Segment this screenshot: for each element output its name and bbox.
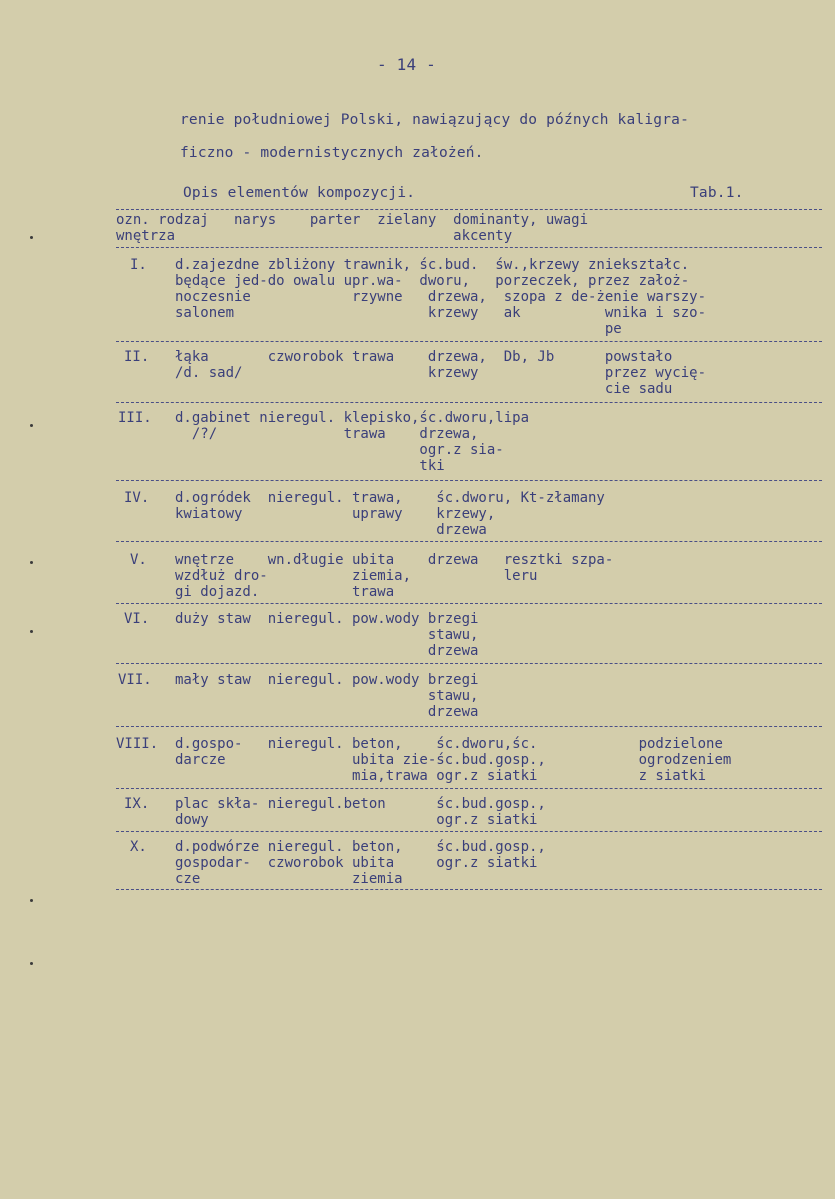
table-row-line: dowy ogr.z siatki — [175, 812, 538, 828]
table-rule — [116, 247, 822, 248]
row-number: VIII. — [116, 736, 159, 752]
table-rule — [116, 209, 822, 210]
table-row-line: d.zajezdne zbliżony trawnik, śc.bud. św.,krzewy zniekształc. — [175, 257, 690, 273]
page-number: - 14 - — [377, 55, 436, 74]
table-rule — [116, 541, 822, 542]
table-row-line: drzewa — [175, 704, 479, 720]
row-number: VII. — [118, 672, 152, 688]
row-number: III. — [118, 410, 152, 426]
table-row-line: mały staw nieregul. pow.wody brzegi — [175, 672, 479, 688]
table-rule — [116, 402, 822, 403]
table-row-line: noczesnie rzywne drzewa, szopa z de-żenie warszy- — [175, 289, 707, 305]
margin-dot — [30, 962, 33, 965]
table-rule — [116, 726, 822, 727]
intro-line: renie południowej Polski, nawiązujący do późnych kaligra- — [180, 112, 689, 128]
table-row-line: d.podwórze nieregul. beton, śc.bud.gosp., — [175, 839, 546, 855]
table-row-line: wzdłuż dro- ziemia, leru — [175, 568, 538, 584]
table-row-line: salonem krzewy ak wnika i szo- — [175, 305, 707, 321]
table-row-line: darcze ubita zie-śc.bud.gosp., ogrodzeniem — [175, 752, 732, 768]
margin-dot — [30, 561, 33, 564]
table-rule — [116, 831, 822, 832]
table-row-line: drzewa — [175, 522, 487, 538]
margin-dot — [30, 236, 33, 239]
table-rule — [116, 663, 822, 664]
margin-dot — [30, 630, 33, 633]
table-caption: Opis elementów kompozycji. — [183, 185, 416, 201]
table-row-line: /d. sad/ krzewy przez wycię- — [175, 365, 707, 381]
table-row-line: d.gospo- nieregul. beton, śc.dworu,śc. podzielone — [175, 736, 723, 752]
table-row-line: d.ogródek nieregul. trawa, śc.dworu, Kt-złamany — [175, 490, 605, 506]
row-number: X. — [130, 839, 147, 855]
table-rule — [116, 603, 822, 604]
margin-dot — [30, 424, 33, 427]
table-row-line: kwiatowy uprawy krzewy, — [175, 506, 496, 522]
table-row-line: stawu, — [175, 688, 479, 704]
row-number: II. — [124, 349, 150, 365]
row-number: V. — [130, 552, 147, 568]
table-row-line: cze ziemia — [175, 871, 403, 887]
table-row-line: pe — [175, 321, 622, 337]
table-row-line: gi dojazd. trawa — [175, 584, 395, 600]
table-row-line: cie sadu — [175, 381, 673, 397]
table-row-line: wnętrze wn.długie ubita drzewa resztki szpa- — [175, 552, 614, 568]
table-row-line: gospodar- czworobok ubita ogr.z siatki — [175, 855, 538, 871]
table-reference: Tab.1. — [690, 185, 744, 201]
table-row-line: drzewa — [175, 643, 479, 659]
table-row-line: ogr.z sia- — [175, 442, 504, 458]
row-number: IV. — [124, 490, 150, 506]
table-row-line: stawu, — [175, 627, 479, 643]
table-row-line: duży staw nieregul. pow.wody brzegi — [175, 611, 479, 627]
table-rule — [116, 889, 822, 890]
intro-line: ficzno - modernistycznych założeń. — [180, 145, 484, 161]
row-number: I. — [130, 257, 147, 273]
table-rule — [116, 788, 822, 789]
table-header: ozn. rodzaj narys parter zielany dominanty, uwagi — [116, 212, 589, 228]
table-row-line: łąka czworobok trawa drzewa, Db, Jb powstało — [175, 349, 673, 365]
table-row-line: d.gabinet nieregul. klepisko,śc.dworu,lipa — [175, 410, 530, 426]
table-row-line: tki — [175, 458, 445, 474]
table-rule — [116, 480, 822, 481]
row-number: VI. — [124, 611, 150, 627]
table-row-line: będące jed-do owalu upr.wa- dworu, porzeczek, przez założ- — [175, 273, 690, 289]
row-number: IX. — [124, 796, 150, 812]
margin-dot — [30, 899, 33, 902]
table-row-line: /?/ trawa drzewa, — [175, 426, 479, 442]
table-row-line: mia,trawa ogr.z siatki z siatki — [175, 768, 707, 784]
table-row-line: plac skła- nieregul.beton śc.bud.gosp., — [175, 796, 546, 812]
table-header: wnętrza akcenty — [116, 228, 513, 244]
table-rule — [116, 341, 822, 342]
